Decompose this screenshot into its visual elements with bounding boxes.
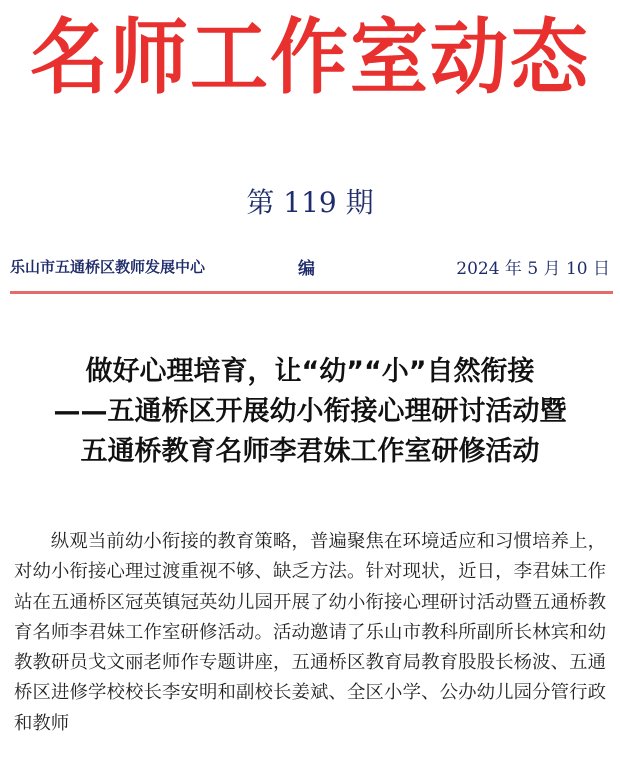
meta-row [10,252,610,278]
article-paragraph: 纵观当前幼小衔接的教育策略，普遍聚焦在环境适应和习惯培养上，对幼小衔接心理过渡重视不够、缺乏方法。针对现状，近日，李君妹工作站在五通桥区冠英镇冠英幼儿园开展了幼小衔接心理研讨活动暨五通桥教育名师李君妹工作室研修活动。活动邀请了乐山市教科所副所长林宾和幼教教研员戈文丽老师作专题讲座，五通桥区教育局教育股股长杨波、五通桥区进修学校校长李安明和副校长姜斌、全区小学、公办幼儿园分管行政和教师 [14,531,606,734]
publish-date: 2024 年 5 月 10 日 [456,259,610,279]
article-body [14,527,606,739]
publisher-organization: 乐山市五通桥区教师发展中心 [10,258,206,276]
header-divider [10,291,613,294]
headline-line-1: 做好心理培育，让“幼”“小”自然衔接 [85,356,535,387]
article-headline [0,352,620,472]
issue-number: 第 119 期 [246,186,374,219]
masthead-title: 名师工作室动态 [29,10,590,106]
headline-line-2: ——五通桥区开展幼小衔接心理研讨活动暨 [53,396,567,427]
editor-label: 编 [298,259,315,279]
headline-line-3: 五通桥教育名师李君妹工作室研修活动 [80,436,540,467]
